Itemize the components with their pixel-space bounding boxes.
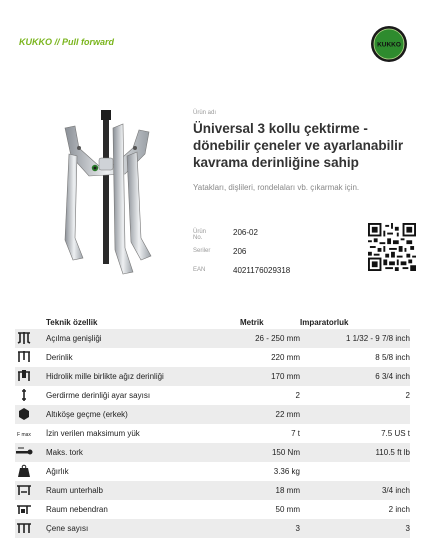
brand-header xyxy=(19,37,114,47)
spec-imperial: 2 xyxy=(405,391,410,400)
specs-header-row xyxy=(15,316,410,329)
imperial-header: Imparatorluk xyxy=(300,318,349,327)
spec-imperial: 7.5 US t xyxy=(381,429,410,438)
spec-name: İzin verilen maksimum yük xyxy=(46,429,140,438)
space-behind-icon xyxy=(15,502,33,516)
brand-separator: // xyxy=(54,37,60,47)
depth-icon xyxy=(15,350,33,364)
spec-name: Gerdirme derinliği ayar sayısı xyxy=(46,391,151,400)
spec-name: Çene sayısı xyxy=(46,519,240,538)
spec-imperial: 6 3/4 inch xyxy=(300,367,410,386)
product-title: Üniversal 3 kollu çektirme - dönebilir çeneler ve ayarlanabilir kavrama derinliğine sahip xyxy=(193,121,404,170)
hydraulic-spindle-icon xyxy=(15,369,33,383)
spec-imperial: 2 inch xyxy=(388,505,410,514)
max-load-icon xyxy=(15,426,33,440)
table-row xyxy=(15,348,410,367)
spec-name: Açılma genişliği xyxy=(46,329,240,348)
spec-imperial: 1 1/32 - 9 7/8 inch xyxy=(300,329,410,348)
specs-table xyxy=(15,316,410,538)
spec-name: Raum nebendran xyxy=(46,505,108,514)
svg-text:F max: F max xyxy=(17,431,31,438)
spec-metric: 7 t xyxy=(291,429,300,438)
spec-metric: 150 Nm xyxy=(240,443,300,462)
spec-name: Derinlik xyxy=(46,353,73,362)
spec-name-header: Teknik özellik xyxy=(46,318,98,327)
brand-name: KUKKO xyxy=(19,37,52,47)
spec-name: Altıköşe geçme (erkek) xyxy=(46,405,240,424)
qr-code-icon[interactable] xyxy=(368,222,416,272)
spec-metric: 2 xyxy=(295,391,300,400)
spec-imperial: 8 5/8 inch xyxy=(375,353,410,362)
info-value: 206-02 xyxy=(233,228,258,237)
info-key: Seriler xyxy=(193,248,211,254)
info-value: 4021176029318 xyxy=(233,266,291,275)
grip-depth-icon xyxy=(15,388,33,402)
table-row xyxy=(15,424,410,443)
info-value: 206 xyxy=(233,247,247,256)
spec-metric: 3.36 kg xyxy=(273,467,300,476)
logo-text: KUKKO xyxy=(377,41,401,49)
info-key: Ürün No. xyxy=(193,229,207,241)
spec-imperial: 3 xyxy=(300,519,410,538)
spec-name: Hidrolik mille birlikte ağız derinliği xyxy=(46,367,240,386)
table-row xyxy=(15,481,410,500)
spec-metric: 26 - 250 mm xyxy=(240,329,300,348)
spec-metric: 220 mm xyxy=(271,353,300,362)
kukko-logo-icon xyxy=(370,25,408,63)
spec-imperial: 110.5 ft lb xyxy=(300,443,410,462)
spec-name: Maks. tork xyxy=(46,443,240,462)
spec-imperial: 3/4 inch xyxy=(300,481,410,500)
table-row xyxy=(15,329,410,348)
puller-product-image xyxy=(55,108,167,276)
brand-slogan: Pull forward xyxy=(62,37,115,47)
opening-width-icon xyxy=(15,331,33,345)
spec-metric: 170 mm xyxy=(240,367,300,386)
hex-icon xyxy=(15,407,33,421)
spec-imperial xyxy=(300,405,410,424)
icon-column-header xyxy=(15,316,46,329)
weight-icon xyxy=(15,464,33,478)
table-row xyxy=(15,462,410,481)
space-below-icon xyxy=(15,483,33,497)
table-row xyxy=(15,405,410,424)
jaw-count-icon xyxy=(15,521,33,535)
product-subtitle: Yatakları, dişlileri, rondelaları vb. çıkarmak için. xyxy=(193,183,360,192)
table-row xyxy=(15,443,410,462)
spec-metric: 22 mm xyxy=(240,405,300,424)
spec-metric: 3 xyxy=(240,519,300,538)
spec-name: Ağırlık xyxy=(46,467,69,476)
spec-metric: 18 mm xyxy=(240,481,300,500)
table-row xyxy=(15,519,410,538)
table-row xyxy=(15,367,410,386)
info-key: EAN xyxy=(193,267,206,273)
table-row xyxy=(15,500,410,519)
metric-header: Metrik xyxy=(240,318,264,327)
spec-imperial xyxy=(300,462,410,481)
spec-metric: 50 mm xyxy=(275,505,300,514)
product-name-label: Ürün adı xyxy=(193,110,217,116)
table-row xyxy=(15,386,410,405)
torque-icon xyxy=(15,445,33,459)
spec-name: Raum unterhalb xyxy=(46,481,240,500)
